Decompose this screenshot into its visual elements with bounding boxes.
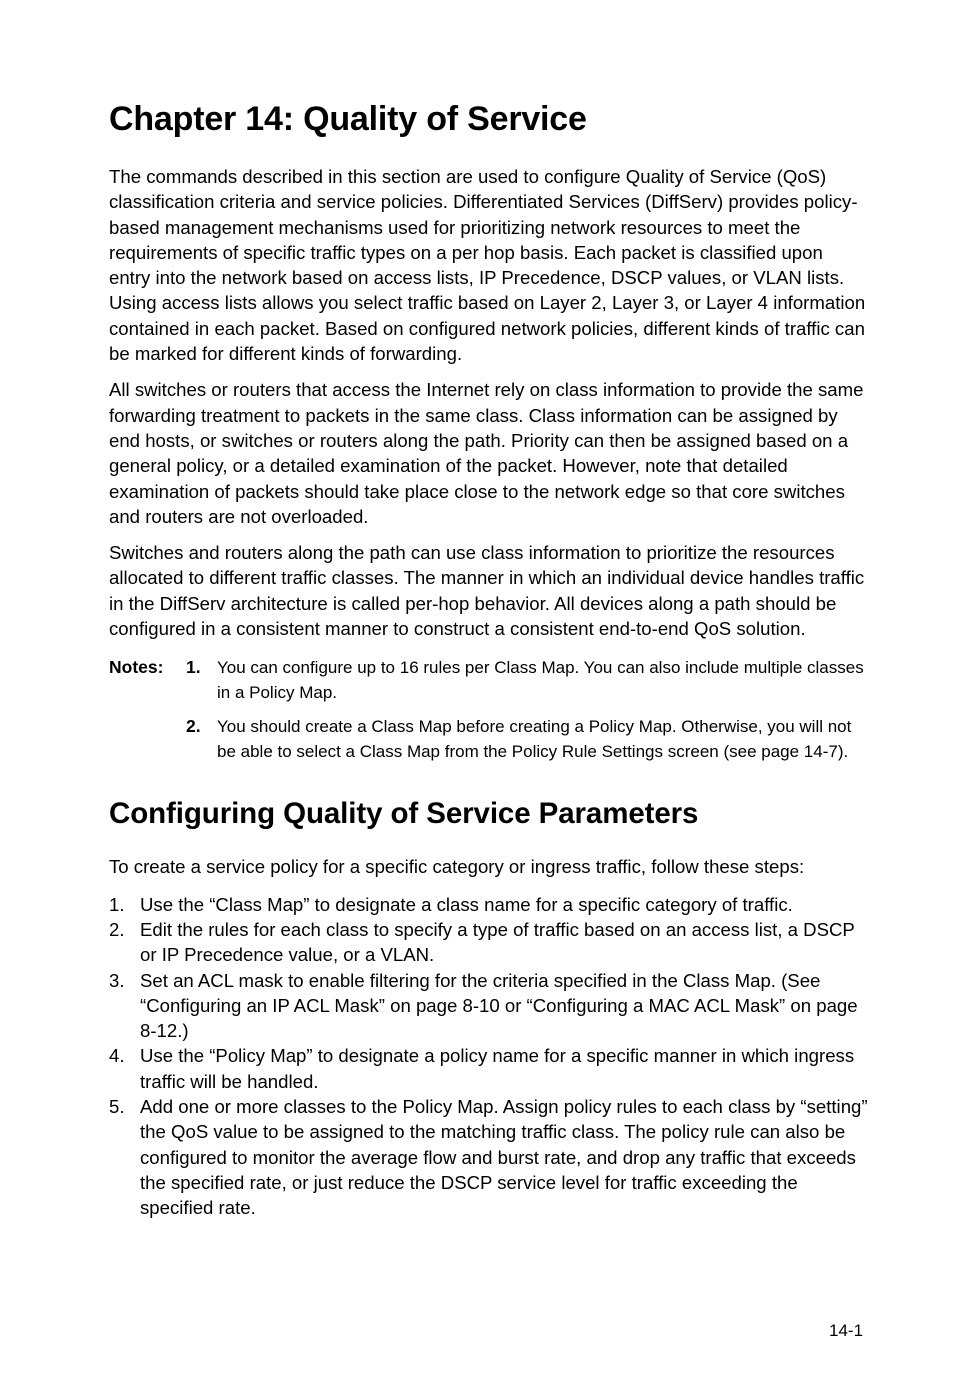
step-number: 2. <box>109 918 125 940</box>
step-text: Add one or more classes to the Policy Map. Assign policy rules to each class by “setting” the QoS value to be assigned to the matching traffic class. The policy rule can also be configured to monitor the average flow and burst rate, and drop any traffic that exceeds the specified rate, or just reduce the DSCP service level for traffic exceeding the specified rate. <box>140 1096 868 1219</box>
step-number: 4. <box>109 1045 125 1067</box>
chapter-title: Chapter 14: Quality of Service <box>109 100 587 138</box>
list-item <box>109 892 869 917</box>
step-number: 3. <box>109 969 125 991</box>
document-page <box>109 96 869 1221</box>
section-intro: To create a service policy for a specific category or ingress traffic, follow these steps: <box>109 856 805 878</box>
intro-paragraph-1: The commands described in this section are used to configure Quality of Service (QoS) classification criteria and service policies. Differentiated Services (DiffServ) provides policy-based management mechanisms used for prioritizing network resources to meet the requirements of specific traffic types on a per hop basis. Each packet is classified upon entry into the network based on access lists, IP Precedence, DSCP values, or VLAN lists. Using access lists allows you select traffic based on Layer 2, Layer 3, or Layer 4 information contained in each packet. Based on configured network policies, different kinds of traffic can be marked for different kinds of forwarding. <box>109 166 866 365</box>
page-number: 14-1 <box>829 1321 864 1340</box>
list-item <box>109 917 869 968</box>
note-text: You can configure up to 16 rules per Class Map. You can also include multiple classes in a Policy Map. <box>217 658 864 703</box>
step-text: Use the “Policy Map” to designate a policy name for a specific manner in which ingress traffic will be handled. <box>140 1045 855 1092</box>
intro-paragraph-3: Switches and routers along the path can use class information to prioritize the resources allocated to different traffic classes. The manner in which an individual device handles traffic in the DiffServ architecture is called per-hop behavior. All devices along a path should be configured in a consistent manner to construct a consistent end-to-end QoS solution. <box>109 542 865 640</box>
note-item <box>109 655 869 705</box>
steps-list <box>109 892 869 1221</box>
note-number: 1. <box>186 657 201 678</box>
section-title: Configuring Quality of Service Parameters <box>109 797 699 831</box>
note-text: You should create a Class Map before creating a Policy Map. Otherwise, you will not be able to select a Class Map from the Policy Rule Settings screen (see page 14-7). <box>217 717 852 762</box>
note-number: 2. <box>186 716 201 737</box>
step-text: Use the “Class Map” to designate a class name for a specific category of traffic. <box>140 893 793 915</box>
step-number: 1. <box>109 893 125 915</box>
step-number: 5. <box>109 1096 125 1118</box>
list-item <box>109 1094 869 1220</box>
step-text: Set an ACL mask to enable filtering for the criteria specified in the Class Map. (See “Configuring an IP ACL Mask” on page 8-10 or “Configuring a MAC ACL Mask” on page 8-12.) <box>140 969 858 1042</box>
notes-label: Notes: <box>109 657 164 678</box>
list-item <box>109 968 869 1044</box>
notes-block <box>109 655 869 764</box>
intro-paragraph-2: All switches or routers that access the Internet rely on class information to provide the same forwarding treatment to packets in the same class. Class information can be assigned by end hosts, or switches or routers along the path. Priority can then be assigned based on a general policy, or a detailed examination of the packet. However, note that detailed examination of packets should take place close to the network edge so that core switches and routers are not overloaded. <box>109 379 864 527</box>
step-text: Edit the rules for each class to specify a type of traffic based on an access list, a DSCP or IP Precedence value, or a VLAN. <box>140 918 855 966</box>
list-item <box>109 1043 869 1094</box>
note-item <box>109 714 869 764</box>
